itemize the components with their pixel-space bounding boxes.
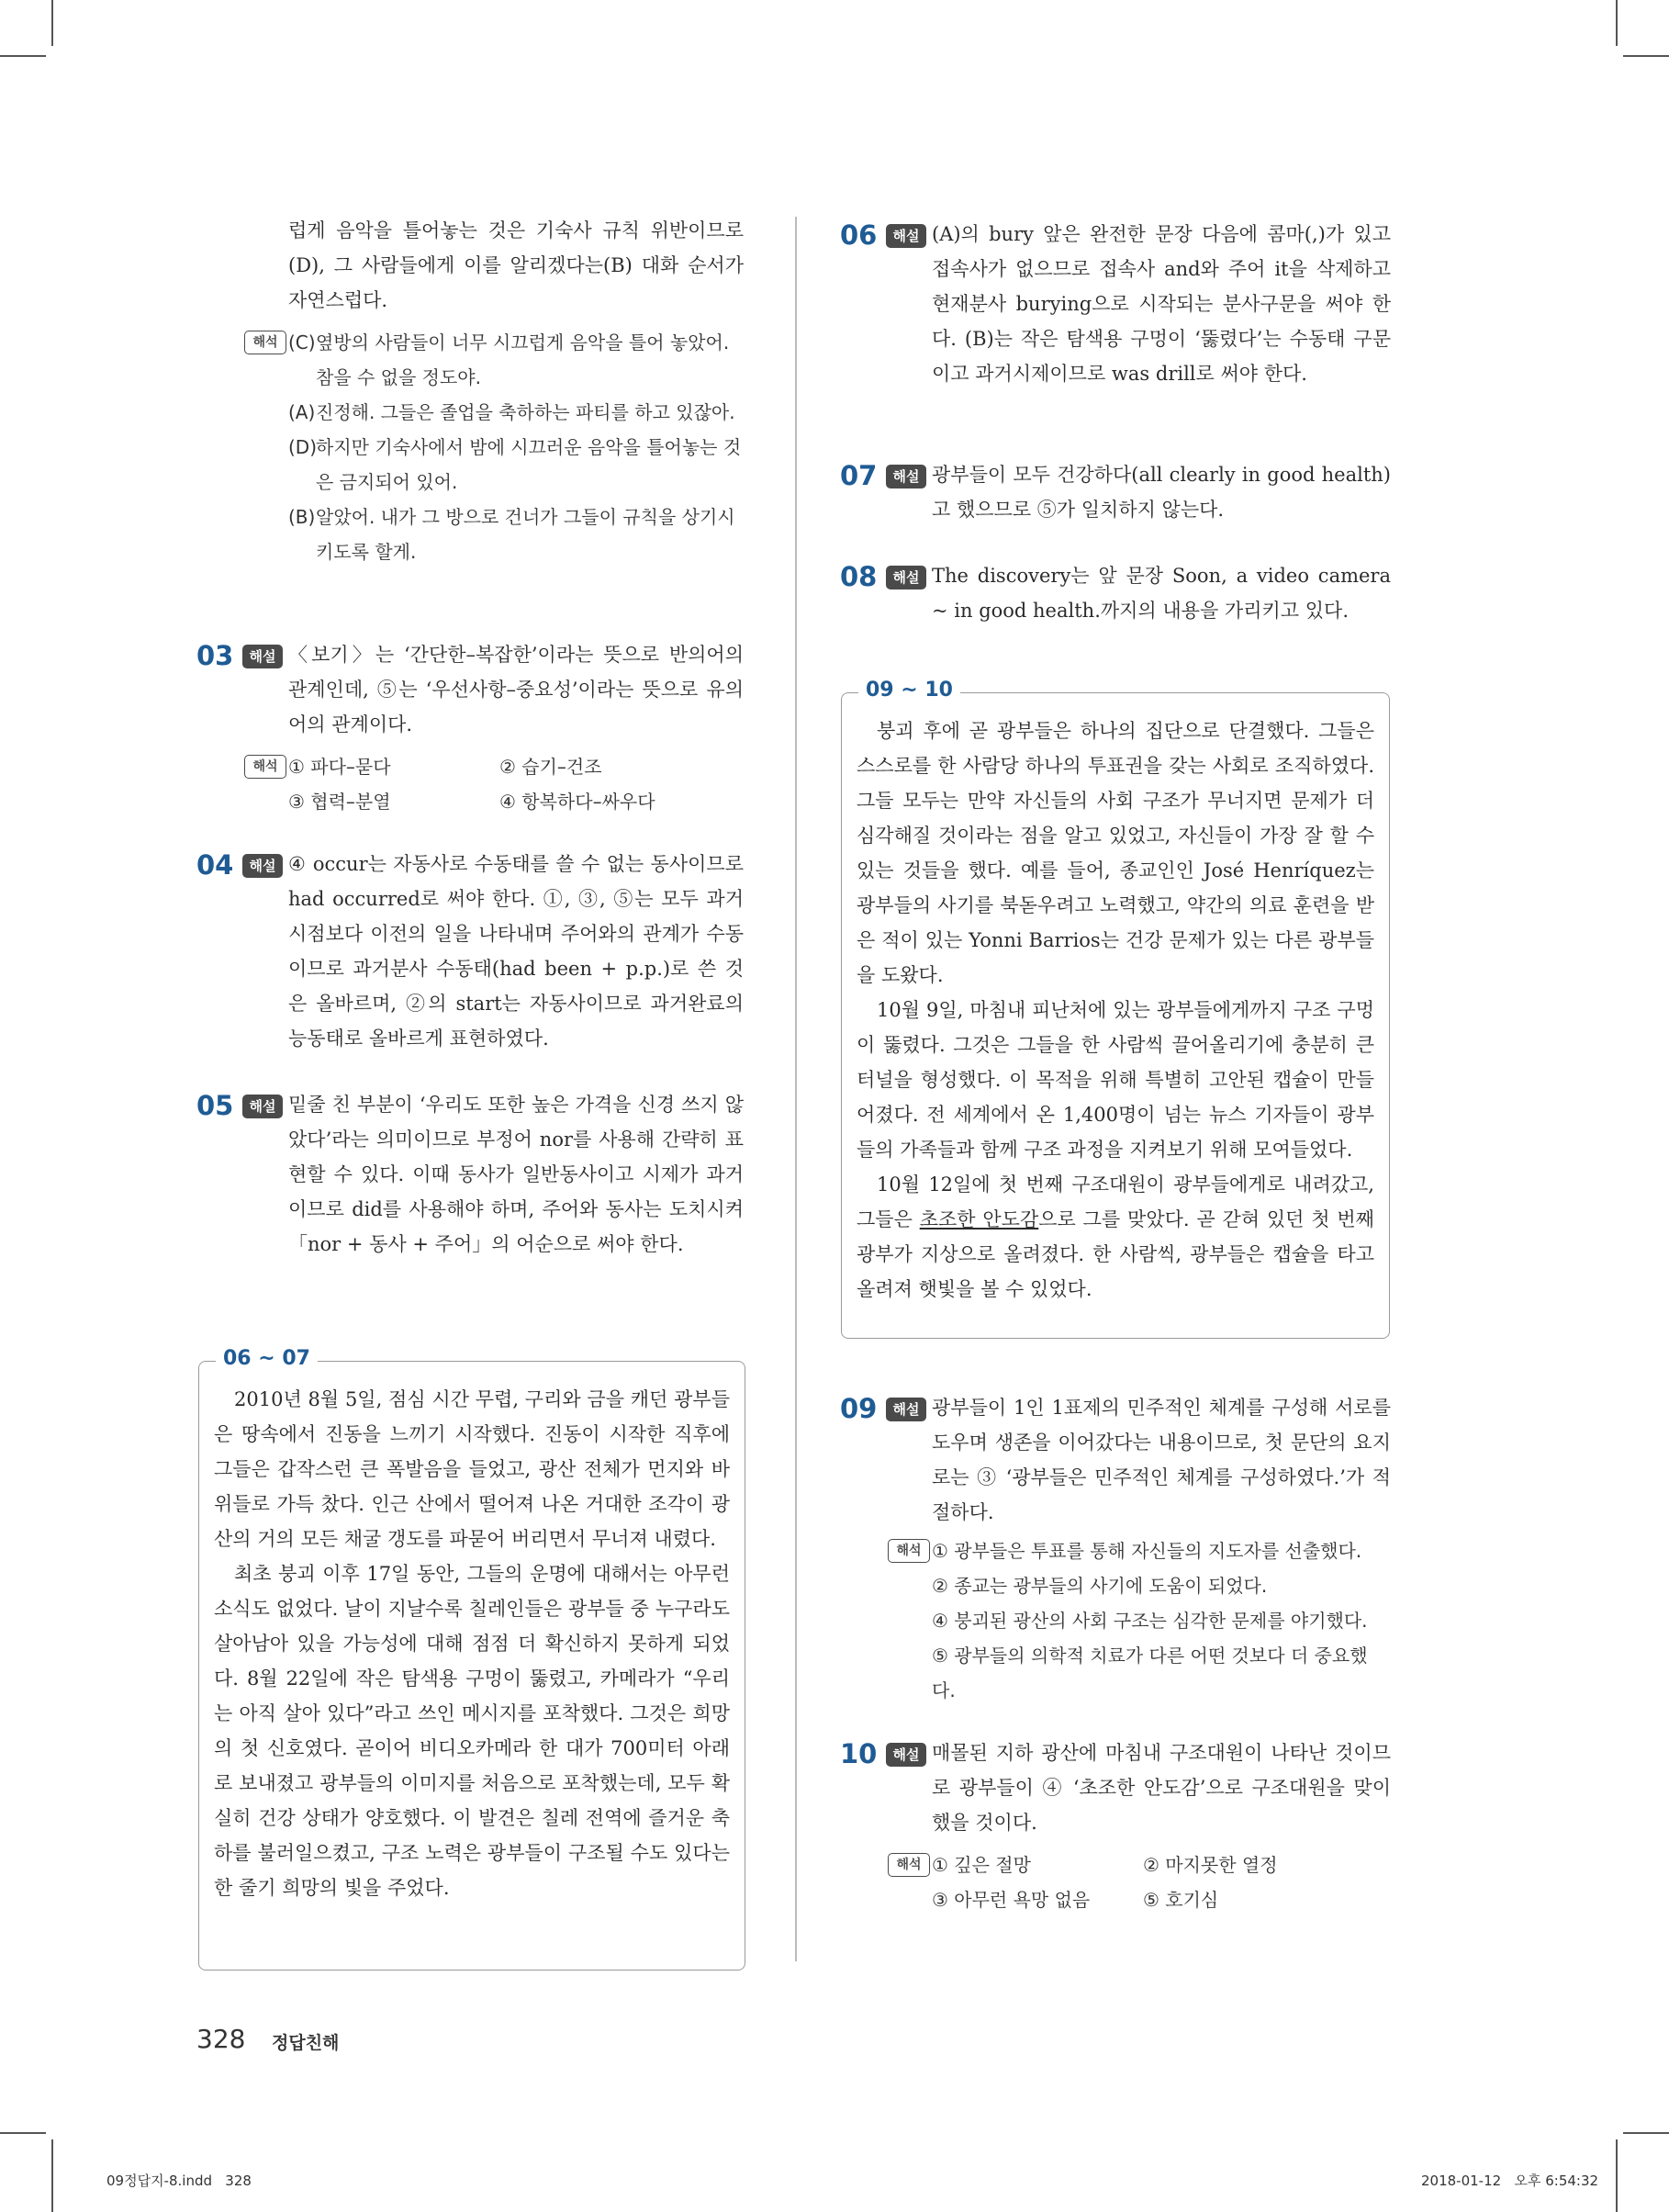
explanation-text: The discovery는 앞 문장 Soon, a video camera ~ in good health.까지의 내용을 가리키고 있다. <box>932 565 1391 622</box>
column-divider <box>795 217 797 1961</box>
option: ③ 협력–분열 <box>288 791 391 813</box>
explanation-text: 매몰된 지하 광산에 마침내 구조대원이 나타난 것이므로 광부들이 ④ ‘초조한 안도감’으로 구조대원을 맞이했을 것이다. <box>932 1742 1391 1834</box>
passage-paragraph: 10월 9일, 마침내 피난처에 있는 광부들에게까지 구조 구멍이 뚫렸다. 그것은 그들을 한 사람씩 끌어올리기에 충분히 큰 터널을 형성했다. 이 목적을 위해 특별히 고안된 캡슐이 만들어졌다. 전 세계에서 온 1,400명이 넘는 뉴스 기자들이 광부들의 가족들과 함께 구조 과정을 지켜보기 위해 모여들었다. <box>857 999 1374 1161</box>
translation-item <box>288 325 744 395</box>
question-number: 06 <box>840 219 878 251</box>
print-timestamp: 2018-01-12 오후 6:54:32 <box>1421 2173 1599 2189</box>
question-number: 05 <box>196 1090 234 1121</box>
explanation-tag: 해설 <box>886 566 926 589</box>
explanation-text: 〈보기〉는 ‘간단한–복잡한’이라는 뜻으로 반의어의 관계인데, ⑤는 ‘우선사항–중요성’이라는 뜻으로 유의어의 관계이다. <box>288 644 744 735</box>
crop-mark <box>0 2132 46 2134</box>
file-slug: 09정답지-8.indd 328 <box>106 2173 252 2189</box>
passage-paragraph: 붕괴 후에 곧 광부들은 하나의 집단으로 단결했다. 그들은 스스로를 한 사람당 하나의 투표권을 갖는 사회로 조직하였다. 그들 모두는 만약 자신들의 사회 구조가 무너지면 문제가 더 심각해질 것이라는 점을 알고 있었고, 자신들이 가장 잘 할 수 있는 것들을 했다. 예를 들어, 종교인인 José Henríquez는 광부들의 사기를 북돋우려고 노력했고, 약간의 의료 훈련을 받은 적이 있는 Yonni Barrios는 건강 문제가 있는 다른 광부들을 도왔다. <box>857 720 1374 986</box>
passage-paragraph: 최초 붕괴 이후 17일 동안, 그들의 운명에 대해서는 아무런 소식도 없었다. 날이 지날수록 칠레인들은 광부들 중 누구라도 살아남아 있을 가능성에 대해 점점 더 확신하지 못하게 되었다. 8월 22일에 작은 탐색용 구멍이 뚫렸고, 카메라가 “우리는 아직 살아 있다”라고 쓰인 메시지를 포착했다. 그것은 희망의 첫 신호였다. 곧이어 비디오카메라 한 대가 700미터 아래로 보내졌고 광부들의 이미지를 처음으로 포착했는데, 모두 확실히 건강 상태가 양호했다. 이 발견은 칠레 전역에 즐거운 축하를 불러일으켰고, 구조 노력은 광부들이 구조될 수도 있다는 한 줄기 희망의 빛을 주었다. <box>214 1563 730 1899</box>
translation-tag: 해석 <box>244 755 286 779</box>
crop-mark <box>0 55 46 57</box>
item-label: (D) <box>288 436 318 458</box>
option: ② 종교는 광부들의 사기에 도움이 되었다. <box>932 1575 1268 1597</box>
passage-paragraph: 2010년 8월 5일, 점심 시간 무렵, 구리와 금을 캐던 광부들은 땅속에서 진동을 느끼기 시작했다. 진동이 시작한 직후에 그들은 갑작스런 큰 폭발음을 들었고, 광산 전체가 먼지와 바위들로 가득 찼다. 인근 산에서 떨어져 나온 거대한 조각이 광산의 거의 모든 채굴 갱도를 파묻어 버리면서 무너져 내렸다. <box>214 1388 730 1550</box>
option: ② 마지못한 열정 <box>1143 1854 1278 1876</box>
crop-mark <box>1616 0 1618 46</box>
item-label: (A) <box>288 401 316 423</box>
item-text: 옆방의 사람들이 너무 시끄럽게 음악을 틀어 놓았어. 참을 수 없을 정도야. <box>316 331 730 388</box>
explanation-tag: 해설 <box>242 1095 283 1118</box>
underlined-phrase: 초조한 안도감 <box>919 1208 1039 1230</box>
option: ⑤ 호기심 <box>1143 1889 1219 1911</box>
explanation-text: 광부들이 모두 건강하다(all clearly in good health)고 했으므로 ⑤가 일치하지 않는다. <box>932 464 1391 521</box>
translation-tag: 해석 <box>888 1539 930 1563</box>
section-name: 정답친해 <box>272 2033 340 2053</box>
crop-mark <box>51 0 53 46</box>
passage-box-06-07 <box>198 1347 745 1971</box>
crop-mark <box>51 2139 53 2212</box>
crop-mark <box>1623 2132 1669 2134</box>
crop-mark <box>1616 2139 1618 2212</box>
question-number: 09 <box>840 1393 878 1424</box>
passage-range-label: 09 ~ 10 <box>858 679 960 702</box>
q03-translation <box>252 749 744 819</box>
option: ③ 아무런 욕망 없음 <box>932 1889 1091 1911</box>
question-number: 10 <box>840 1738 878 1769</box>
explanation-tag: 해설 <box>886 224 926 248</box>
passage-text: 10월 12일에 첫 번째 구조대원이 광부들에게로 내려갔고, 그들은 <box>857 1173 1374 1230</box>
question-number: 07 <box>840 460 878 491</box>
question-number: 04 <box>196 849 234 881</box>
explanation-text: 밑줄 친 부분이 ‘우리도 또한 높은 가격을 신경 쓰지 않았다’라는 의미이므로 부정어 nor를 사용해 간략히 표현할 수 있다. 이때 동사가 일반동사이고 시제가 과거이므로 did를 사용해야 하며, 주어와 동사는 도치시켜 「nor + 동사 + 주어」의 어순으로 써야 한다. <box>288 1094 744 1255</box>
translation-tag: 해석 <box>888 1853 930 1877</box>
explanation-text: (A)의 bury 앞은 완전한 문장 다음에 콤마(,)가 있고 접속사가 없으므로 접속사 and와 주어 it을 삭제하고 현재분사 burying으로 시작되는 분사구문을 써야 한다. (B)는 작은 탐색용 구멍이 ‘뚫렸다’는 수동태 구문이고 과거시제이므로 was drill로 써야 한다. <box>932 223 1391 385</box>
crop-mark <box>1623 55 1669 57</box>
option: ④ 항복하다–싸우다 <box>499 791 655 813</box>
q02-translation <box>252 325 744 569</box>
option: ① 깊은 절망 <box>932 1854 1031 1876</box>
option: ② 습기–건조 <box>499 756 602 778</box>
passage-box-09-10 <box>841 679 1390 1339</box>
passage-paragraph <box>857 1167 1374 1307</box>
item-text: 알았어. 내가 그 방으로 건너가 그들이 규칙을 상기시키도록 할게. <box>316 506 735 563</box>
option: ① 광부들은 투표를 통해 자신들의 지도자를 선출했다. <box>932 1540 1362 1562</box>
passage-range-label: 06 ~ 07 <box>216 1347 318 1370</box>
item-text: 하지만 기숙사에서 밤에 시끄러운 음악을 틀어놓는 것은 금지되어 있어. <box>316 436 742 493</box>
item-text: 진정해. 그들은 졸업을 축하하는 파티를 하고 있잖아. <box>316 401 735 423</box>
page-number: 328 <box>196 2024 246 2054</box>
explanation-text: 광부들이 1인 1표제의 민주적인 체계를 구성해 서로를 도우며 생존을 이어갔다는 내용이므로, 첫 문단의 요지로는 ③ ‘광부들은 민주적인 체계를 구성하였다.’가 적절하다. <box>932 1397 1391 1523</box>
translation-item <box>288 500 744 569</box>
q09-translation <box>896 1533 1391 1708</box>
q02-continuation <box>288 213 744 318</box>
translation-tag: 해석 <box>244 331 286 354</box>
explanation-tag: 해설 <box>242 854 283 878</box>
q02-explanation-text: 럽게 음악을 틀어놓는 것은 기숙사 규칙 위반이므로(D), 그 사람들에게 이를 알리겠다는(B) 대화 순서가 자연스럽다. <box>288 219 744 311</box>
explanation-tag: 해설 <box>886 1398 926 1421</box>
explanation-tag: 해설 <box>886 1743 926 1767</box>
translation-item <box>288 395 744 430</box>
explanation-text: ④ occur는 자동사로 수동태를 쓸 수 없는 동사이므로 had occurred로 써야 한다. ①, ③, ⑤는 모두 과거 시점보다 이전의 일을 나타내며 주어와의 관계가 수동이므로 과거분사 수동태(had been + p.p.)로 쓴 것은 올바르며, ②의 start는 자동사이므로 과거완료의 능동태로 올바르게 표현하였다. <box>288 853 744 1050</box>
explanation-tag: 해설 <box>242 645 283 668</box>
passage-text: 으로 그를 맞았다. 곧 갇혀 있던 첫 번째 광부가 지상으로 올려졌다. 한 사람씩, 광부들은 캡슐을 타고 올려져 햇빛을 볼 수 있었다. <box>857 1208 1374 1300</box>
question-number: 03 <box>196 640 234 671</box>
option: ① 파다–묻다 <box>288 756 391 778</box>
item-label: (C) <box>288 331 316 354</box>
item-label: (B) <box>288 506 316 528</box>
option: ⑤ 광부들의 의학적 치료가 다른 어떤 것보다 더 중요했다. <box>932 1645 1368 1701</box>
translation-item <box>288 430 744 500</box>
q10-translation <box>896 1847 1391 1917</box>
explanation-tag: 해설 <box>886 465 926 488</box>
question-number: 08 <box>840 561 878 592</box>
option: ④ 붕괴된 광산의 사회 구조는 심각한 문제를 야기했다. <box>932 1610 1368 1632</box>
